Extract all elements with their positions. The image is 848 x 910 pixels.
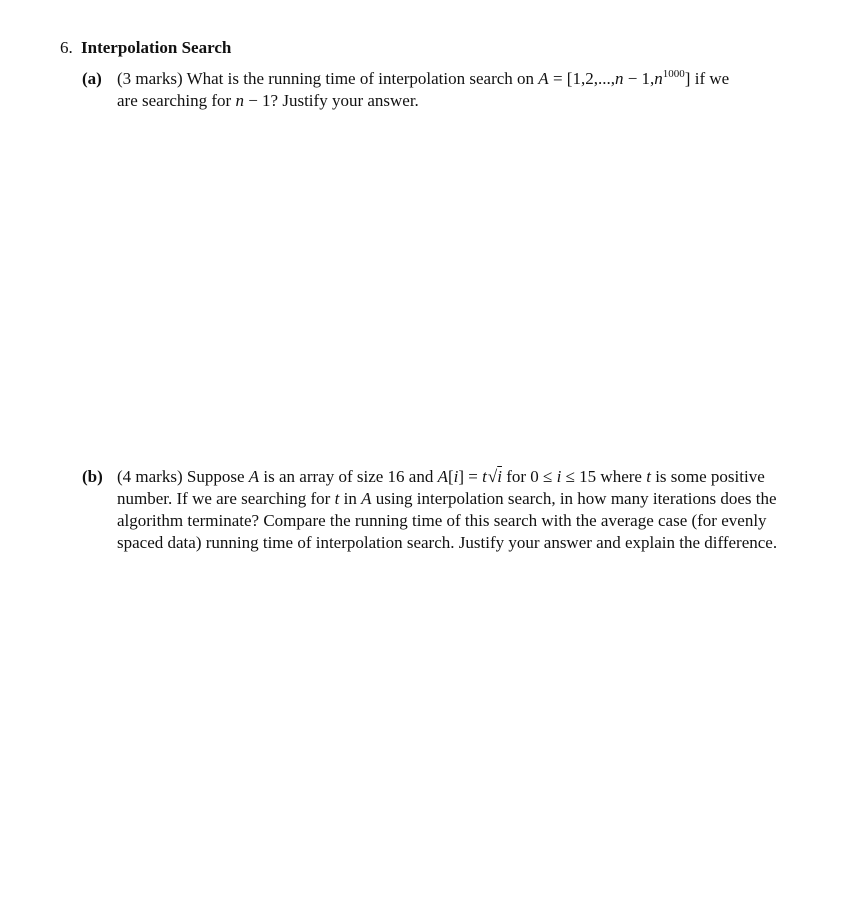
part-a-text-2: if we xyxy=(690,69,730,88)
t-symbol-3: t xyxy=(334,489,340,508)
part-b-eq: = xyxy=(464,467,483,486)
array-open: [1,2,..., xyxy=(566,69,615,88)
part-a-line-1 xyxy=(117,68,822,90)
part-a-body xyxy=(117,68,822,112)
question-6 xyxy=(60,37,830,59)
var-a-symbol: A xyxy=(248,467,260,486)
part-b-line-2 xyxy=(117,488,822,510)
n-symbol-2: n xyxy=(654,69,663,88)
range-end: ≤ 15 where xyxy=(561,467,647,486)
search-n-symbol: n xyxy=(235,91,244,110)
part-b-suppose: Suppose xyxy=(186,467,249,486)
part-a-label: (a) xyxy=(82,69,102,88)
part-b-label: (b) xyxy=(82,467,103,486)
part-b-line-2-c: using interpolation search, in how many iterations does the xyxy=(371,489,777,508)
minus-one: − 1, xyxy=(623,69,655,88)
i-symbol: i xyxy=(556,467,562,486)
part-b-marks: (4 marks) xyxy=(117,467,183,486)
array-symbol: A xyxy=(538,69,549,88)
part-b-line-3: algorithm terminate? Compare the running time of this search with the average case (for evenly xyxy=(117,511,767,530)
part-b-text-1: is an array of size 16 and xyxy=(259,467,438,486)
part-a-text: What is the running time of interpolation search on xyxy=(186,69,535,88)
part-a-line-2 xyxy=(117,90,822,112)
part-a-marks: (3 marks) xyxy=(117,69,183,88)
part-b-line-4: spaced data) running time of interpolation search. Justify your answer and explain the difference. xyxy=(117,533,778,552)
a-index-symbol: A xyxy=(437,467,448,486)
index-i-symbol: i xyxy=(453,467,459,486)
exponent: 1000 xyxy=(662,68,685,80)
sqrt-symbol: √ xyxy=(487,467,498,486)
part-a-line-2-start: are searching for xyxy=(117,91,236,110)
equals-sign: = xyxy=(548,69,567,88)
n-symbol: n xyxy=(614,69,624,88)
question-heading xyxy=(60,37,830,59)
part-b-line-2-a: number. If we are searching for xyxy=(117,489,335,508)
index-open: [ xyxy=(447,467,454,486)
question-number: 6. xyxy=(60,38,73,57)
part-b xyxy=(82,466,822,554)
part-a-line-2-rest: − 1? Justify your answer. xyxy=(243,91,419,110)
part-a xyxy=(82,68,822,112)
t-symbol: t xyxy=(482,467,487,486)
sqrt-argument: i xyxy=(497,467,502,486)
for-text: for 0 ≤ xyxy=(501,467,557,486)
array-close: ] xyxy=(684,69,691,88)
part-b-line-1 xyxy=(117,466,822,488)
part-b-line-2-b: in xyxy=(339,489,362,508)
question-title: Interpolation Search xyxy=(81,38,232,57)
a-symbol-2: A xyxy=(361,489,372,508)
index-close: ] xyxy=(458,467,465,486)
part-b-body xyxy=(117,466,822,554)
part-b-line-1-end: is some positive xyxy=(650,467,765,486)
t-symbol-2: t xyxy=(646,467,651,486)
